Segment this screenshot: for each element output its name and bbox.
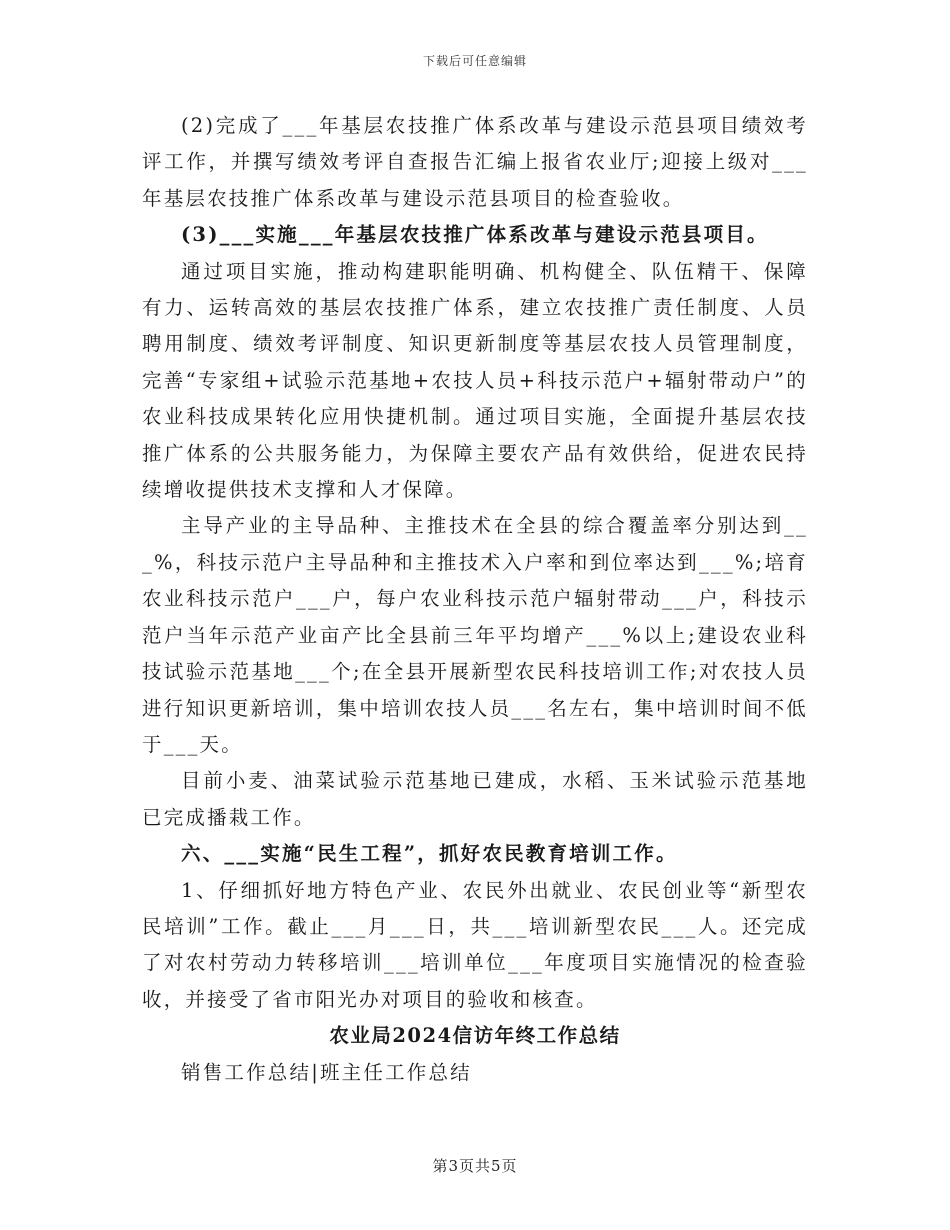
related-links-line[interactable]: 销售工作总结|班主任工作总结 [181, 1060, 472, 1084]
paragraph-performance-review: (2)完成了___年基层农技推广体系改革与建设示范县项目绩效考评工作，并撰写绩效考评自查报告汇编上报省农业厅;迎接上级对___年基层农技推广体系改革与建设示范县项目的检查验收。 [142, 114, 808, 210]
paragraph-project-goals: 通过项目实施，推动构建职能明确、机构健全、队伍精干、保障有力、运转高效的基层农技推广体系，建立农技推广责任制度、人员聘用制度、绩效考评制度、知识更新制度等基层农技人员管理制度，完善“专家组+试验示范基地+农技人员+科技示范户+辐射带动户”的农业科技成果转化应用快捷机制。通过项目实施，全面提升基层农技推广体系的公共服务能力，为保障主要农产品有效供给，促进农民持续增收提供技术支撑和人才保障。 [142, 259, 808, 502]
paragraph-coverage-targets: 主导产业的主导品种、主推技术在全县的综合覆盖率分别达到___%，科技示范户主导品种和主推技术入户率和到位率达到___%;培育农业科技示范户___户，每户农业科技示范户辐射带动___户，科技示范户当年示范产业亩产比全县前三年平均增产___%以上;建设农业科技试验示范基地___个;在全县开展新型农民科技培训工作;对农技人员进行知识更新培训，集中培训农技人员___名左右，集中培训时间不低于___天。 [142, 514, 808, 756]
paragraph-farmer-training: 1、仔细抓好地方特色产业、农民外出就业、农民创业等“新型农民培训”工作。截止___月___日，共___培训新型农民___人。还完成了对农村劳动力转移培训___培训单位___年度项目实施情况的检查验收，并接受了省市阳光办对项目的验收和核查。 [142, 878, 808, 1011]
document-body [142, 108, 808, 1091]
heading-demo-county-project: (3)___实施___年基层农技推广体系改革与建设示范县项目。 [181, 223, 769, 247]
page-number: 第3页共5页 [432, 1157, 518, 1175]
header-note: 下载后可任意编辑 [422, 54, 527, 68]
heading-livelihood-project: 六、___实施“民生工程”，抓好农民教育培训工作。 [181, 842, 678, 866]
document-title: 农业局2024信访年终工作总结 [329, 1024, 621, 1048]
paragraph-demo-bases: 目前小麦、油菜试验示范基地已建成，水稻、玉米试验示范基地已完成播栽工作。 [142, 769, 808, 829]
